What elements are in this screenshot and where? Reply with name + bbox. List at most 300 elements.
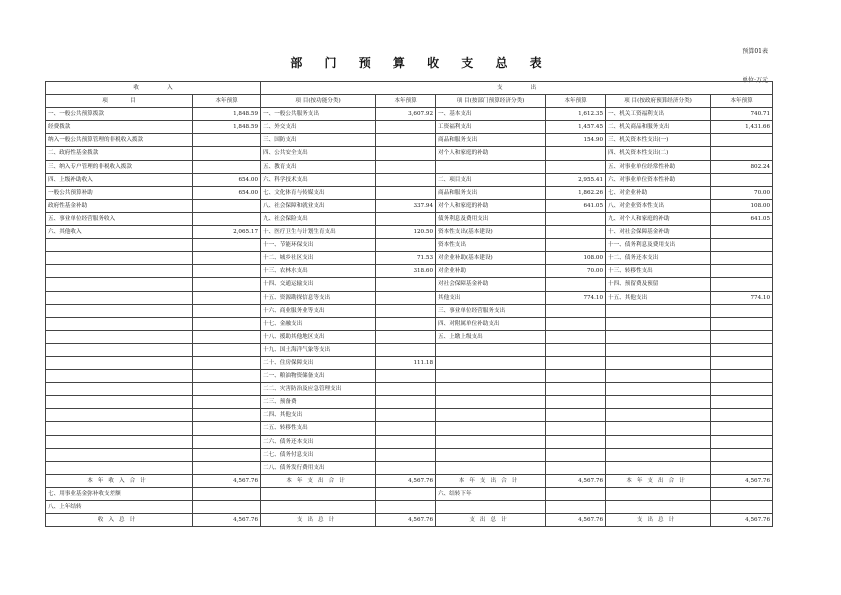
table-row	[46, 304, 773, 317]
col-header: 本年预算	[546, 95, 606, 108]
item-cell: 八、社会保障和就业支出	[261, 199, 376, 212]
amount-cell: 641.05	[546, 199, 606, 212]
amount-cell	[711, 343, 773, 356]
amount-cell	[193, 317, 261, 330]
amount-cell: 740.71	[711, 108, 773, 121]
col-header: 本年预算	[376, 95, 436, 108]
amount-cell	[711, 304, 773, 317]
item-cell: 六、其他收入	[46, 226, 193, 239]
amount-cell	[711, 383, 773, 396]
table-row	[46, 160, 773, 173]
item-cell	[436, 356, 546, 369]
amount-cell	[193, 134, 261, 147]
amount-cell	[546, 317, 606, 330]
item-cell: 二七、债务付息支出	[261, 448, 376, 461]
amount-cell	[711, 461, 773, 474]
item-cell: 十六、商业服务业等支出	[261, 304, 376, 317]
item-cell: 对企业补助	[436, 265, 546, 278]
amount-cell	[376, 435, 436, 448]
item-cell: 六、科学技术支出	[261, 173, 376, 186]
amount-cell	[546, 147, 606, 160]
table-body	[46, 108, 773, 527]
amount-cell: 108.00	[546, 252, 606, 265]
item-cell: 十一、节能环保支出	[261, 239, 376, 252]
item-cell	[436, 501, 546, 514]
amount-cell	[376, 343, 436, 356]
item-cell	[606, 356, 711, 369]
amount-cell: 318.60	[376, 265, 436, 278]
item-cell: 三、机关资本性支出(一)	[606, 134, 711, 147]
amount-cell	[193, 370, 261, 383]
item-cell: 支出总计	[606, 514, 711, 527]
amount-cell: 4,567.76	[711, 514, 773, 527]
amount-cell: 70.00	[711, 186, 773, 199]
item-cell	[606, 501, 711, 514]
item-cell: 二、机关商品和服务支出	[606, 121, 711, 134]
amount-cell	[546, 226, 606, 239]
income-group-header: 收 入	[46, 82, 261, 95]
table-row	[46, 291, 773, 304]
table-row	[46, 108, 773, 121]
amount-cell	[376, 448, 436, 461]
item-cell	[46, 370, 193, 383]
amount-cell	[546, 212, 606, 225]
item-cell	[436, 383, 546, 396]
item-cell	[46, 278, 193, 291]
item-cell: 支出总计	[261, 514, 376, 527]
amount-cell	[376, 186, 436, 199]
item-cell	[261, 501, 376, 514]
item-cell	[606, 448, 711, 461]
amount-cell: 120.50	[376, 226, 436, 239]
amount-cell	[546, 160, 606, 173]
amount-cell: 4,567.76	[193, 474, 261, 487]
table-row	[46, 199, 773, 212]
amount-cell: 111.18	[376, 356, 436, 369]
amount-cell	[193, 147, 261, 160]
item-cell: 八、上年结转	[46, 501, 193, 514]
amount-cell	[193, 487, 261, 500]
item-cell: 五、事业单位经营服务收入	[46, 212, 193, 225]
item-cell	[46, 330, 193, 343]
amount-cell: 1,848.59	[193, 108, 261, 121]
amount-cell	[546, 435, 606, 448]
amount-cell	[193, 265, 261, 278]
item-cell	[46, 409, 193, 422]
table-row	[46, 317, 773, 330]
amount-cell	[193, 396, 261, 409]
col-header: 本年预算	[193, 95, 261, 108]
item-cell: 六、结转下年	[436, 487, 546, 500]
item-cell: 十八、援助其他地区支出	[261, 330, 376, 343]
amount-cell	[376, 173, 436, 186]
item-cell: 其他支出	[436, 291, 546, 304]
item-cell: 二、政府性基金拨款	[46, 147, 193, 160]
amount-cell	[376, 383, 436, 396]
amount-cell	[193, 304, 261, 317]
item-cell	[46, 435, 193, 448]
table-row	[46, 487, 773, 500]
item-cell: 三、纳入专户管理的非税收入拨款	[46, 160, 193, 173]
item-cell	[606, 317, 711, 330]
item-cell: 一、机关工资福利支出	[606, 108, 711, 121]
item-cell	[606, 330, 711, 343]
amount-cell	[376, 409, 436, 422]
item-cell	[606, 304, 711, 317]
item-cell: 五、教育支出	[261, 160, 376, 173]
amount-cell	[376, 291, 436, 304]
amount-cell	[193, 212, 261, 225]
item-cell: 九、社会保险支出	[261, 212, 376, 225]
amount-cell	[711, 409, 773, 422]
amount-cell: 654.00	[193, 186, 261, 199]
amount-cell	[711, 252, 773, 265]
item-cell	[46, 252, 193, 265]
amount-cell	[376, 121, 436, 134]
amount-cell	[376, 239, 436, 252]
amount-cell	[546, 422, 606, 435]
amount-cell	[546, 330, 606, 343]
item-cell: 十五、其他支出	[606, 291, 711, 304]
item-cell	[46, 422, 193, 435]
amount-cell: 4,567.76	[546, 474, 606, 487]
page-title: 部 门 预 算 收 支 总 表	[290, 56, 551, 70]
table-row	[46, 330, 773, 343]
amount-cell	[193, 239, 261, 252]
table-row	[46, 252, 773, 265]
amount-cell	[376, 396, 436, 409]
item-cell: 五、对事业单位经常性补助	[606, 160, 711, 173]
item-cell	[436, 396, 546, 409]
amount-cell	[546, 370, 606, 383]
item-cell	[46, 448, 193, 461]
amount-cell	[546, 239, 606, 252]
item-cell	[606, 370, 711, 383]
item-cell	[436, 461, 546, 474]
amount-cell	[376, 487, 436, 500]
item-cell: 本年支出合计	[261, 474, 376, 487]
amount-cell	[193, 422, 261, 435]
amount-cell: 4,567.76	[376, 514, 436, 527]
amount-cell	[546, 487, 606, 500]
item-cell	[261, 487, 376, 500]
amount-cell	[193, 409, 261, 422]
amount-cell: 70.00	[546, 265, 606, 278]
amount-cell: 1,848.59	[193, 121, 261, 134]
amount-cell	[711, 501, 773, 514]
amount-cell	[376, 160, 436, 173]
item-cell	[436, 370, 546, 383]
amount-cell	[193, 356, 261, 369]
item-cell: 经费拨款	[46, 121, 193, 134]
amount-cell	[546, 501, 606, 514]
item-cell: 四、公共安全支出	[261, 147, 376, 160]
amount-cell: 641.05	[711, 212, 773, 225]
item-cell: 七、用事业基金弥补收支差额	[46, 487, 193, 500]
amount-cell	[711, 317, 773, 330]
amount-cell: 1,431.66	[711, 121, 773, 134]
item-cell: 十二、城乡社区支出	[261, 252, 376, 265]
amount-cell	[711, 278, 773, 291]
amount-cell	[376, 134, 436, 147]
item-cell: 四、上级补助收入	[46, 173, 193, 186]
amount-cell	[546, 304, 606, 317]
item-cell: 二、项目支出	[436, 173, 546, 186]
item-cell	[46, 239, 193, 252]
amount-cell: 71.53	[376, 252, 436, 265]
amount-cell	[193, 160, 261, 173]
amount-cell: 108.00	[711, 199, 773, 212]
amount-cell	[376, 370, 436, 383]
amount-cell	[711, 265, 773, 278]
item-cell	[46, 317, 193, 330]
table-row	[46, 265, 773, 278]
item-cell	[46, 383, 193, 396]
amount-cell	[546, 343, 606, 356]
item-cell	[46, 265, 193, 278]
amount-cell	[546, 461, 606, 474]
col-header: 项 目(按功能分类)	[261, 95, 376, 108]
table-row	[46, 383, 773, 396]
item-cell: 十七、金融支出	[261, 317, 376, 330]
item-cell	[606, 461, 711, 474]
amount-cell	[546, 278, 606, 291]
amount-cell	[711, 356, 773, 369]
item-cell: 商品和服务支出	[436, 186, 546, 199]
item-cell: 二四、其他支出	[261, 409, 376, 422]
item-cell	[606, 487, 711, 500]
item-cell: 工资福利支出	[436, 121, 546, 134]
item-cell	[436, 160, 546, 173]
item-cell: 对个人和家庭的补助	[436, 147, 546, 160]
item-cell: 债务利息及费用支出	[436, 212, 546, 225]
table-row	[46, 435, 773, 448]
amount-cell	[546, 409, 606, 422]
item-cell	[606, 383, 711, 396]
amount-cell	[376, 212, 436, 225]
form-number: 预算01表	[742, 48, 768, 55]
amount-cell	[376, 330, 436, 343]
amount-cell: 1,862.26	[546, 186, 606, 199]
table-row	[46, 186, 773, 199]
item-cell	[436, 448, 546, 461]
amount-cell	[376, 461, 436, 474]
amount-cell: 154.90	[546, 134, 606, 147]
amount-cell: 654.00	[193, 173, 261, 186]
item-cell: 十四、交通运输支出	[261, 278, 376, 291]
amount-cell: 337.94	[376, 199, 436, 212]
item-cell: 五、上缴上级支出	[436, 330, 546, 343]
item-cell: 十三、农林水支出	[261, 265, 376, 278]
item-cell	[436, 422, 546, 435]
item-cell: 三、国防支出	[261, 134, 376, 147]
amount-cell	[711, 173, 773, 186]
item-cell: 资本性支出(基本建设)	[436, 226, 546, 239]
group-header-row	[46, 82, 773, 95]
item-cell: 二二、灾害防治及应急管理支出	[261, 383, 376, 396]
item-cell: 二六、债务还本支出	[261, 435, 376, 448]
item-cell: 对社会保障基金补助	[436, 278, 546, 291]
item-cell: 二八、债务发行费用支出	[261, 461, 376, 474]
item-cell: 本年收入合计	[46, 474, 193, 487]
amount-cell	[193, 291, 261, 304]
amount-cell: 774.10	[711, 291, 773, 304]
item-cell: 四、对附属单位补助支出	[436, 317, 546, 330]
item-cell: 三、事业单位经营服务支出	[436, 304, 546, 317]
amount-cell	[376, 501, 436, 514]
table-row	[46, 173, 773, 186]
item-cell: 二五、转移性支出	[261, 422, 376, 435]
item-cell: 支出总计	[436, 514, 546, 527]
item-cell	[606, 435, 711, 448]
item-cell: 十一、债务利息及费用支出	[606, 239, 711, 252]
table-row	[46, 396, 773, 409]
item-cell: 十三、转移性支出	[606, 265, 711, 278]
amount-cell	[546, 396, 606, 409]
amount-cell	[376, 278, 436, 291]
amount-cell: 774.10	[546, 291, 606, 304]
amount-cell	[193, 448, 261, 461]
amount-cell: 4,567.76	[193, 514, 261, 527]
item-cell: 商品和服务支出	[436, 134, 546, 147]
amount-cell: 1,612.35	[546, 108, 606, 121]
item-cell: 对企业补助(基本建设)	[436, 252, 546, 265]
item-cell: 十九、国土海洋气象等支出	[261, 343, 376, 356]
table-row	[46, 422, 773, 435]
item-cell	[436, 409, 546, 422]
amount-cell	[711, 239, 773, 252]
amount-cell	[193, 435, 261, 448]
amount-cell	[193, 383, 261, 396]
col-header: 本年预算	[711, 95, 773, 108]
item-cell: 资本性支出	[436, 239, 546, 252]
amount-cell	[711, 396, 773, 409]
table-row	[46, 134, 773, 147]
amount-cell	[711, 134, 773, 147]
expense-group-header: 支 出	[261, 82, 773, 95]
amount-cell: 802.24	[711, 160, 773, 173]
item-cell: 八、对企业资本性支出	[606, 199, 711, 212]
item-cell: 十、医疗卫生与计划生育支出	[261, 226, 376, 239]
amount-cell	[711, 226, 773, 239]
item-cell: 政府性基金补助	[46, 199, 193, 212]
total-row	[46, 514, 773, 527]
item-cell: 十四、预留费及预留	[606, 278, 711, 291]
table-row	[46, 461, 773, 474]
item-cell	[46, 304, 193, 317]
amount-cell	[711, 370, 773, 383]
amount-cell	[711, 422, 773, 435]
amount-cell: 2,065.17	[193, 226, 261, 239]
item-cell: 二十、住房保障支出	[261, 356, 376, 369]
col-header: 项 目(按政府预算经济分类)	[606, 95, 711, 108]
item-cell	[46, 396, 193, 409]
item-cell	[436, 343, 546, 356]
table-row	[46, 356, 773, 369]
amount-cell	[376, 422, 436, 435]
table-row	[46, 239, 773, 252]
item-cell: 一、一般公共服务支出	[261, 108, 376, 121]
amount-cell: 4,567.76	[711, 474, 773, 487]
amount-cell	[193, 343, 261, 356]
item-cell	[46, 291, 193, 304]
amount-cell	[711, 487, 773, 500]
item-cell	[46, 356, 193, 369]
amount-cell	[546, 383, 606, 396]
amount-cell: 2,955.41	[546, 173, 606, 186]
amount-cell	[193, 501, 261, 514]
amount-cell	[546, 356, 606, 369]
table-row	[46, 147, 773, 160]
item-cell: 二一、粮油物资储备支出	[261, 370, 376, 383]
item-cell: 二三、预备费	[261, 396, 376, 409]
amount-cell	[546, 448, 606, 461]
amount-cell: 4,567.76	[376, 474, 436, 487]
item-cell: 十、对社会保障基金补助	[606, 226, 711, 239]
unit-label: 单位:万元	[741, 77, 768, 84]
item-cell	[436, 435, 546, 448]
table-row	[46, 409, 773, 422]
table-row	[46, 278, 773, 291]
item-cell: 收入总计	[46, 514, 193, 527]
amount-cell: 1,457.45	[546, 121, 606, 134]
item-cell: 对个人和家庭的补助	[436, 199, 546, 212]
table-row	[46, 448, 773, 461]
amount-cell	[193, 278, 261, 291]
item-cell	[606, 409, 711, 422]
amount-cell	[193, 330, 261, 343]
amount-cell	[711, 448, 773, 461]
item-cell: 七、对企业补助	[606, 186, 711, 199]
amount-cell: 3,607.92	[376, 108, 436, 121]
item-cell: 一般公共预算补助	[46, 186, 193, 199]
item-cell	[606, 343, 711, 356]
amount-cell	[376, 317, 436, 330]
table-row	[46, 343, 773, 356]
item-cell	[46, 461, 193, 474]
amount-cell	[376, 304, 436, 317]
amount-cell	[711, 435, 773, 448]
item-cell: 九、对个人和家庭的补助	[606, 212, 711, 225]
table-row	[46, 370, 773, 383]
item-cell: 十五、资源勘探信息等支出	[261, 291, 376, 304]
item-cell: 二、外交支出	[261, 121, 376, 134]
col-header: 项 目	[46, 95, 193, 108]
amount-cell	[193, 199, 261, 212]
amount-cell	[376, 147, 436, 160]
table-row	[46, 226, 773, 239]
item-cell: 十二、债务还本支出	[606, 252, 711, 265]
budget-summary-table	[45, 81, 773, 527]
amount-cell	[711, 330, 773, 343]
total-row	[46, 474, 773, 487]
table-row	[46, 212, 773, 225]
col-header: 项 目(按部门预算经济分类)	[436, 95, 546, 108]
item-cell: 纳入一般公共预算管理的非税收入拨款	[46, 134, 193, 147]
item-cell: 一、基本支出	[436, 108, 546, 121]
item-cell	[606, 396, 711, 409]
item-cell: 六、对事业单位资本性补助	[606, 173, 711, 186]
amount-cell: 4,567.76	[546, 514, 606, 527]
item-cell: 本年支出合计	[436, 474, 546, 487]
amount-cell	[193, 461, 261, 474]
item-cell: 四、机关资本性支出(二)	[606, 147, 711, 160]
amount-cell	[711, 147, 773, 160]
item-cell	[46, 343, 193, 356]
item-cell: 本年支出合计	[606, 474, 711, 487]
table-row	[46, 121, 773, 134]
column-header-row	[46, 95, 773, 108]
